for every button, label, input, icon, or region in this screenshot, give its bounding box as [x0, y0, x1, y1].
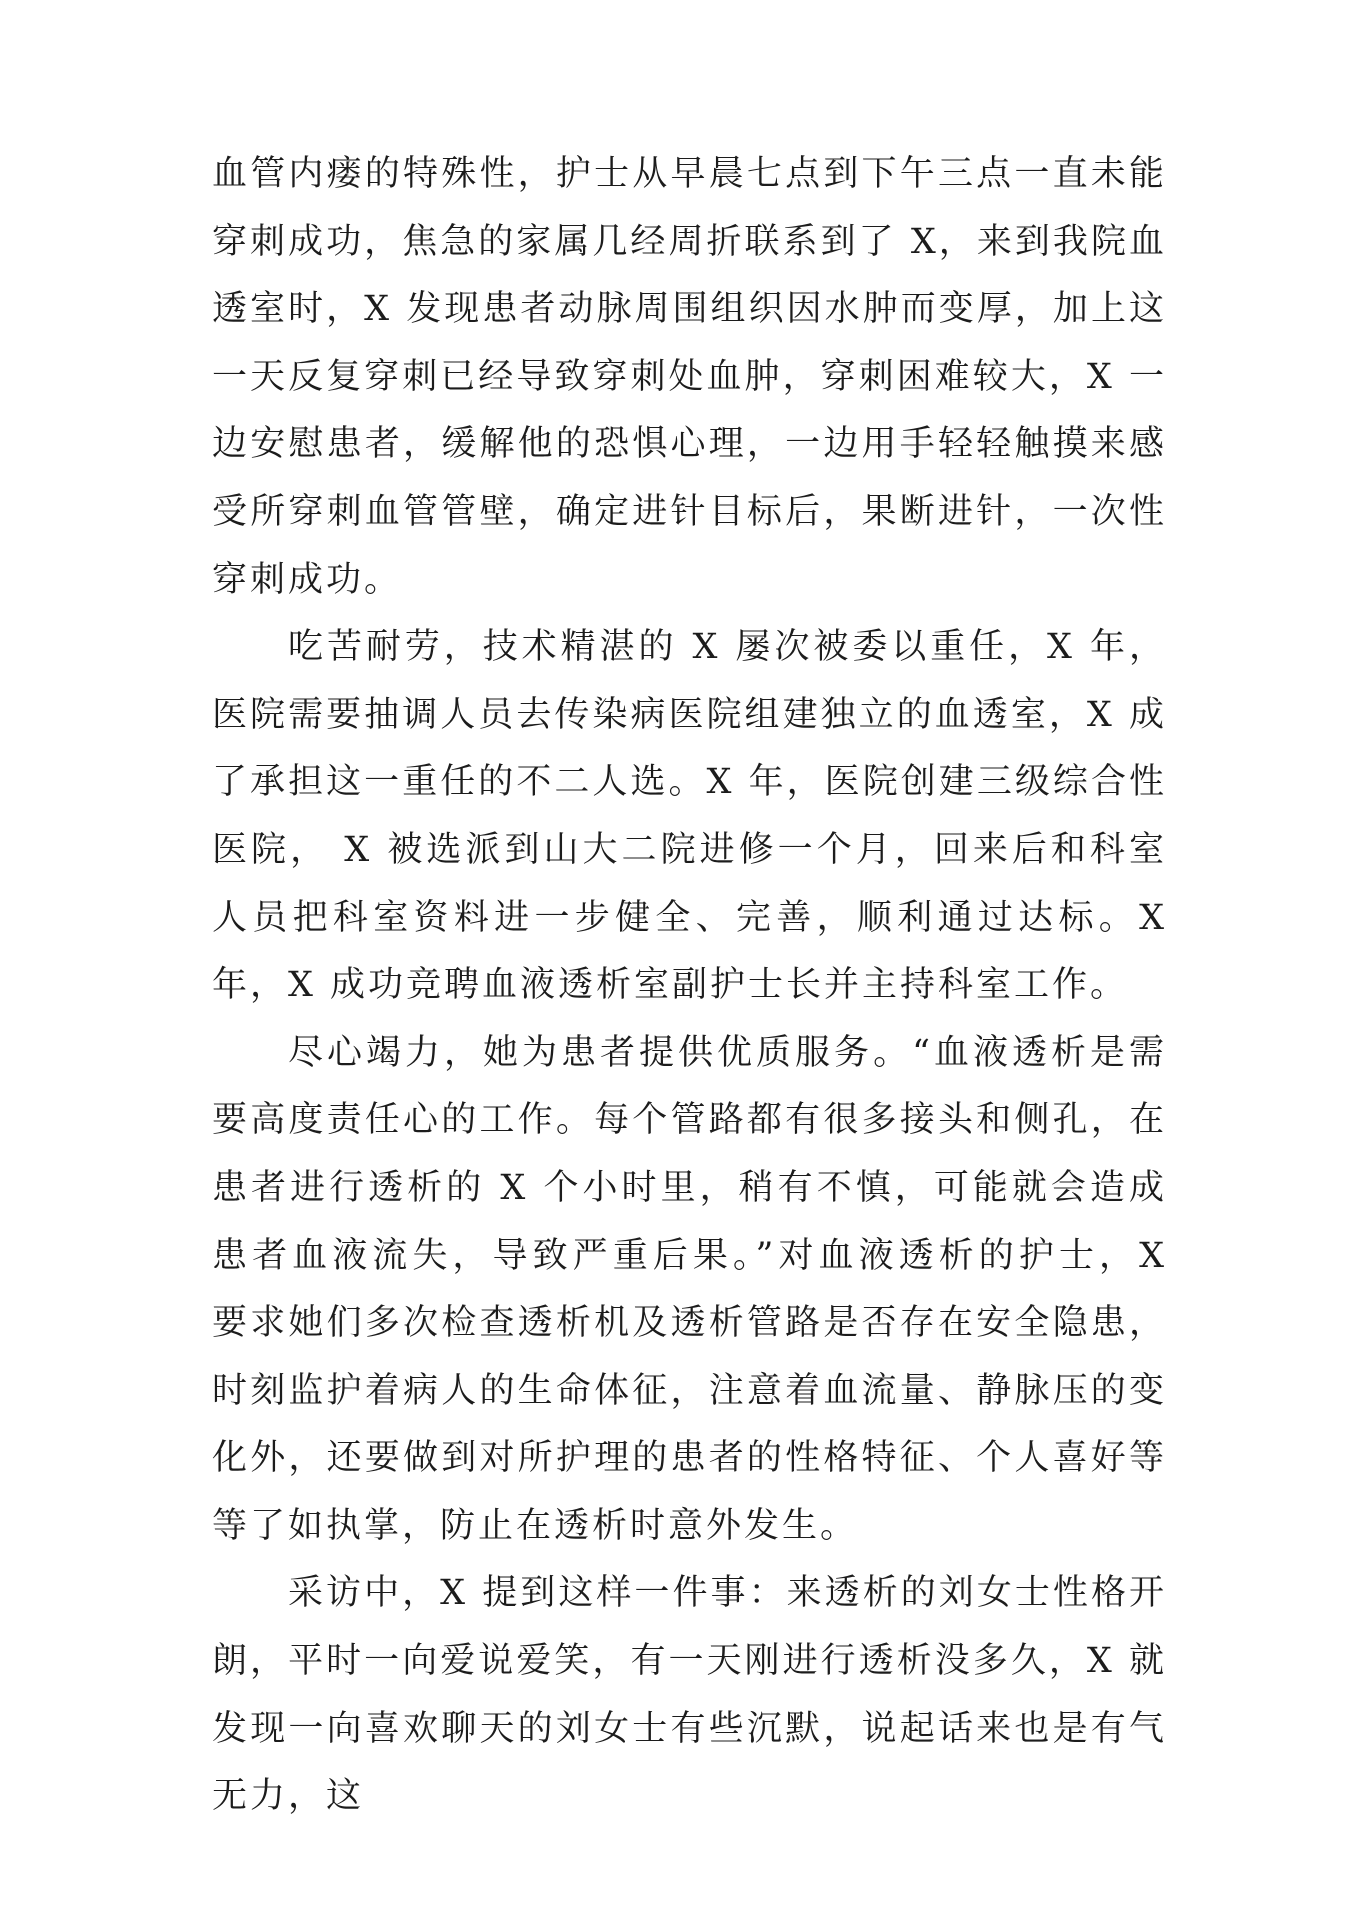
paragraph-3: 尽心竭力，她为患者提供优质服务。“血液透析是需要高度责任心的工作。每个管路都有很多接头和侧孔，在患者进行透析的 X 个小时里，稍有不慎，可能就会造成患者血液流失，导致严重后果。”对血液透析的护士，X 要求她们多次检查透析机及透析管路是否存在安全隐患，时刻监护着病人的生命体征，注意着血流量、静脉压的变化外，还要做到对所护理的患者的性格特征、个人喜好等等了如执掌，防止在透析时意外发生。 — [212, 1032, 1167, 1546]
paragraph-2: 吃苦耐劳，技术精湛的 X 屡次被委以重任，X 年，医院需要抽调人员去传染病医院组建独立的血透室，X 成了承担这一重任的不二人选。X 年，医院创建三级综合性医院， X 被选派到山大二院进修一个月，回来后和科室人员把科室资料进一步健全、完善，顺利通过达标。X 年，X 成功竞聘血液透析室副护士长并主持科室工作。 — [212, 627, 1167, 1006]
paragraph-4: 采访中，X 提到这样一件事：来透析的刘女士性格开朗，平时一向爱说爱笑，有一天刚进行透析没多久，X 就发现一向喜欢聊天的刘女士有些沉默，说起话来也是有气无力，这 — [212, 1573, 1167, 1817]
paragraph-1: 血管内瘘的特殊性，护士从早晨七点到下午三点一直未能穿刺成功，焦急的家属几经周折联系到了 X，来到我院血透室时，X 发现患者动脉周围组织因水肿而变厚，加上这一天反复穿刺已经导致穿刺处血肿，穿刺困难较大，X 一边安慰患者，缓解他的恐惧心理，一边用手轻轻触摸来感受所穿刺血管管壁，确定进针目标后，果断进针，一次性穿刺成功。 — [212, 154, 1167, 600]
document-body — [212, 141, 1167, 1831]
